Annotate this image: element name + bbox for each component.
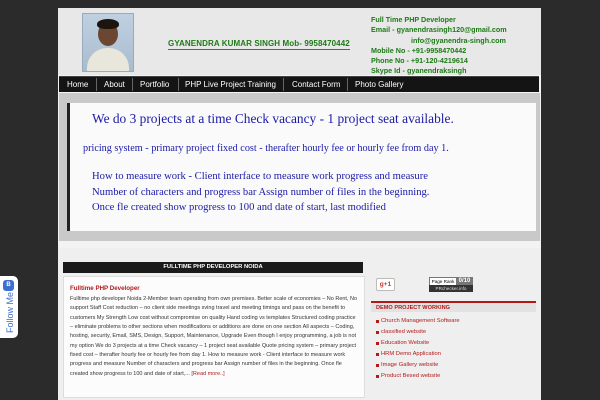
nav-about[interactable]: About — [104, 80, 125, 89]
hero-banner — [59, 93, 540, 241]
nav-divider — [347, 78, 348, 91]
banner-line-3: How to measure work - Client interface to measure work progress and measure — [92, 171, 428, 182]
site-header — [58, 8, 541, 75]
bullet-icon — [376, 375, 379, 378]
pagerank-source: PRchecker.info — [429, 285, 473, 292]
demo-project-item[interactable]: HRM Demo Application — [371, 349, 536, 360]
contact-line-phone: Phone No - +91-120-4219614 — [371, 56, 468, 66]
post-body — [70, 295, 360, 379]
demo-project-item[interactable]: Product Besed website — [371, 371, 536, 382]
post-excerpt: Fulltime php developer Noida 2-Member team operating from own premises. Better scale of economies – No Rent, No support Staff Cost reduction – no client side meetings sving travel and meeting timings and pass on the benefit to customers My Strength Low cost without compromise on quality Hand coding vs templates Structured coding practice – eliminate problems to other sections when modifications or additions are done on one section All aspects – Coding, hosting, security, Email, SMS, Design, Support, Maintenance, Upgrade Even though I enjoy programming, a job is not my option We do 3 projects at a time Check vacancy – 1 project seat available Quote pricing system – primary project fixed cost – therafter hourly fee or hourly fee from day 1. How to measure work - Client interface to measure work progress and measure Number of characters and progress bar Assign number of files in the beginning. Once fle created show progress to 100 and date of start,... — [70, 296, 358, 377]
nav-divider — [178, 78, 179, 91]
page-container — [58, 8, 541, 400]
contact-line-role: Full Time PHP Developer — [371, 15, 456, 24]
pagerank-badge[interactable] — [429, 277, 474, 293]
post-title[interactable]: Fulltime PHP Developer — [70, 285, 140, 292]
nav-photo-gallery[interactable]: Photo Gallery — [355, 80, 404, 89]
blogger-icon: B — [3, 280, 14, 291]
bullet-icon — [376, 331, 379, 334]
contact-info — [371, 15, 541, 77]
post-category-bar[interactable]: FULLTIME PHP DEVELOPER NOIDA — [63, 262, 363, 273]
nav-php-training[interactable]: PHP Live Project Training — [185, 80, 277, 89]
blog-post — [63, 276, 365, 398]
read-more-link[interactable]: [Read more..] — [191, 370, 225, 377]
contact-line-email-2: info@gyanendra-singh.com — [411, 35, 506, 45]
nav-portfolio[interactable]: Portfolio — [140, 80, 170, 89]
bullet-icon — [376, 320, 379, 323]
nav-contact-form[interactable]: Contact Form — [292, 80, 341, 89]
demo-projects-heading: DEMO PROJECT WORKING — [371, 301, 536, 312]
google-plus-button[interactable]: g+1 — [376, 278, 395, 291]
demo-project-item[interactable]: Education Website — [371, 338, 536, 349]
banner-line-pricing: pricing system - primary project fixed cost - therafter hourly fee or hourly fee from day 1. — [83, 143, 449, 154]
contact-line-skype: Skype Id - gyanendraksingh — [371, 66, 467, 76]
contact-line-email: Email - gyanendrasingh120@gmail.com — [371, 25, 507, 35]
pagerank-value: 0/10 — [456, 277, 473, 286]
nav-home[interactable]: Home — [67, 80, 89, 89]
contact-line-mobile: Mobile No - +91-9958470442 — [371, 45, 467, 55]
demo-projects-list — [371, 316, 536, 382]
main-nav — [59, 76, 539, 92]
demo-project-item[interactable]: Church Management Software — [371, 316, 536, 327]
nav-divider — [283, 78, 284, 91]
demo-project-item[interactable]: Image Gallery website — [371, 360, 536, 371]
bullet-icon — [376, 364, 379, 367]
bullet-icon — [376, 353, 379, 356]
profile-photo — [82, 13, 134, 72]
nav-divider — [96, 78, 97, 91]
banner-line-4: Number of characters and progress bar Assign number of files in the beginning. — [92, 186, 430, 198]
follow-me-label: Follow Me — [5, 291, 15, 333]
sidebar — [371, 272, 536, 400]
demo-project-item[interactable]: classified website — [371, 327, 536, 338]
follow-me-tab[interactable] — [0, 276, 18, 338]
banner-line-5: Once fle created show progress to 100 and date of start, last modified — [92, 202, 386, 213]
header-name-link[interactable]: GYANENDRA KUMAR SINGH Mob- 9958470442 — [168, 39, 350, 48]
banner-panel — [67, 103, 536, 231]
content-area — [58, 248, 541, 400]
banner-line-vacancy: We do 3 projects at a time Check vacancy - 1 project seat available. — [92, 111, 454, 126]
bullet-icon — [376, 342, 379, 345]
nav-divider — [132, 78, 133, 91]
pagerank-label: Page Rank — [429, 277, 457, 286]
banner-line-measure — [92, 169, 429, 216]
